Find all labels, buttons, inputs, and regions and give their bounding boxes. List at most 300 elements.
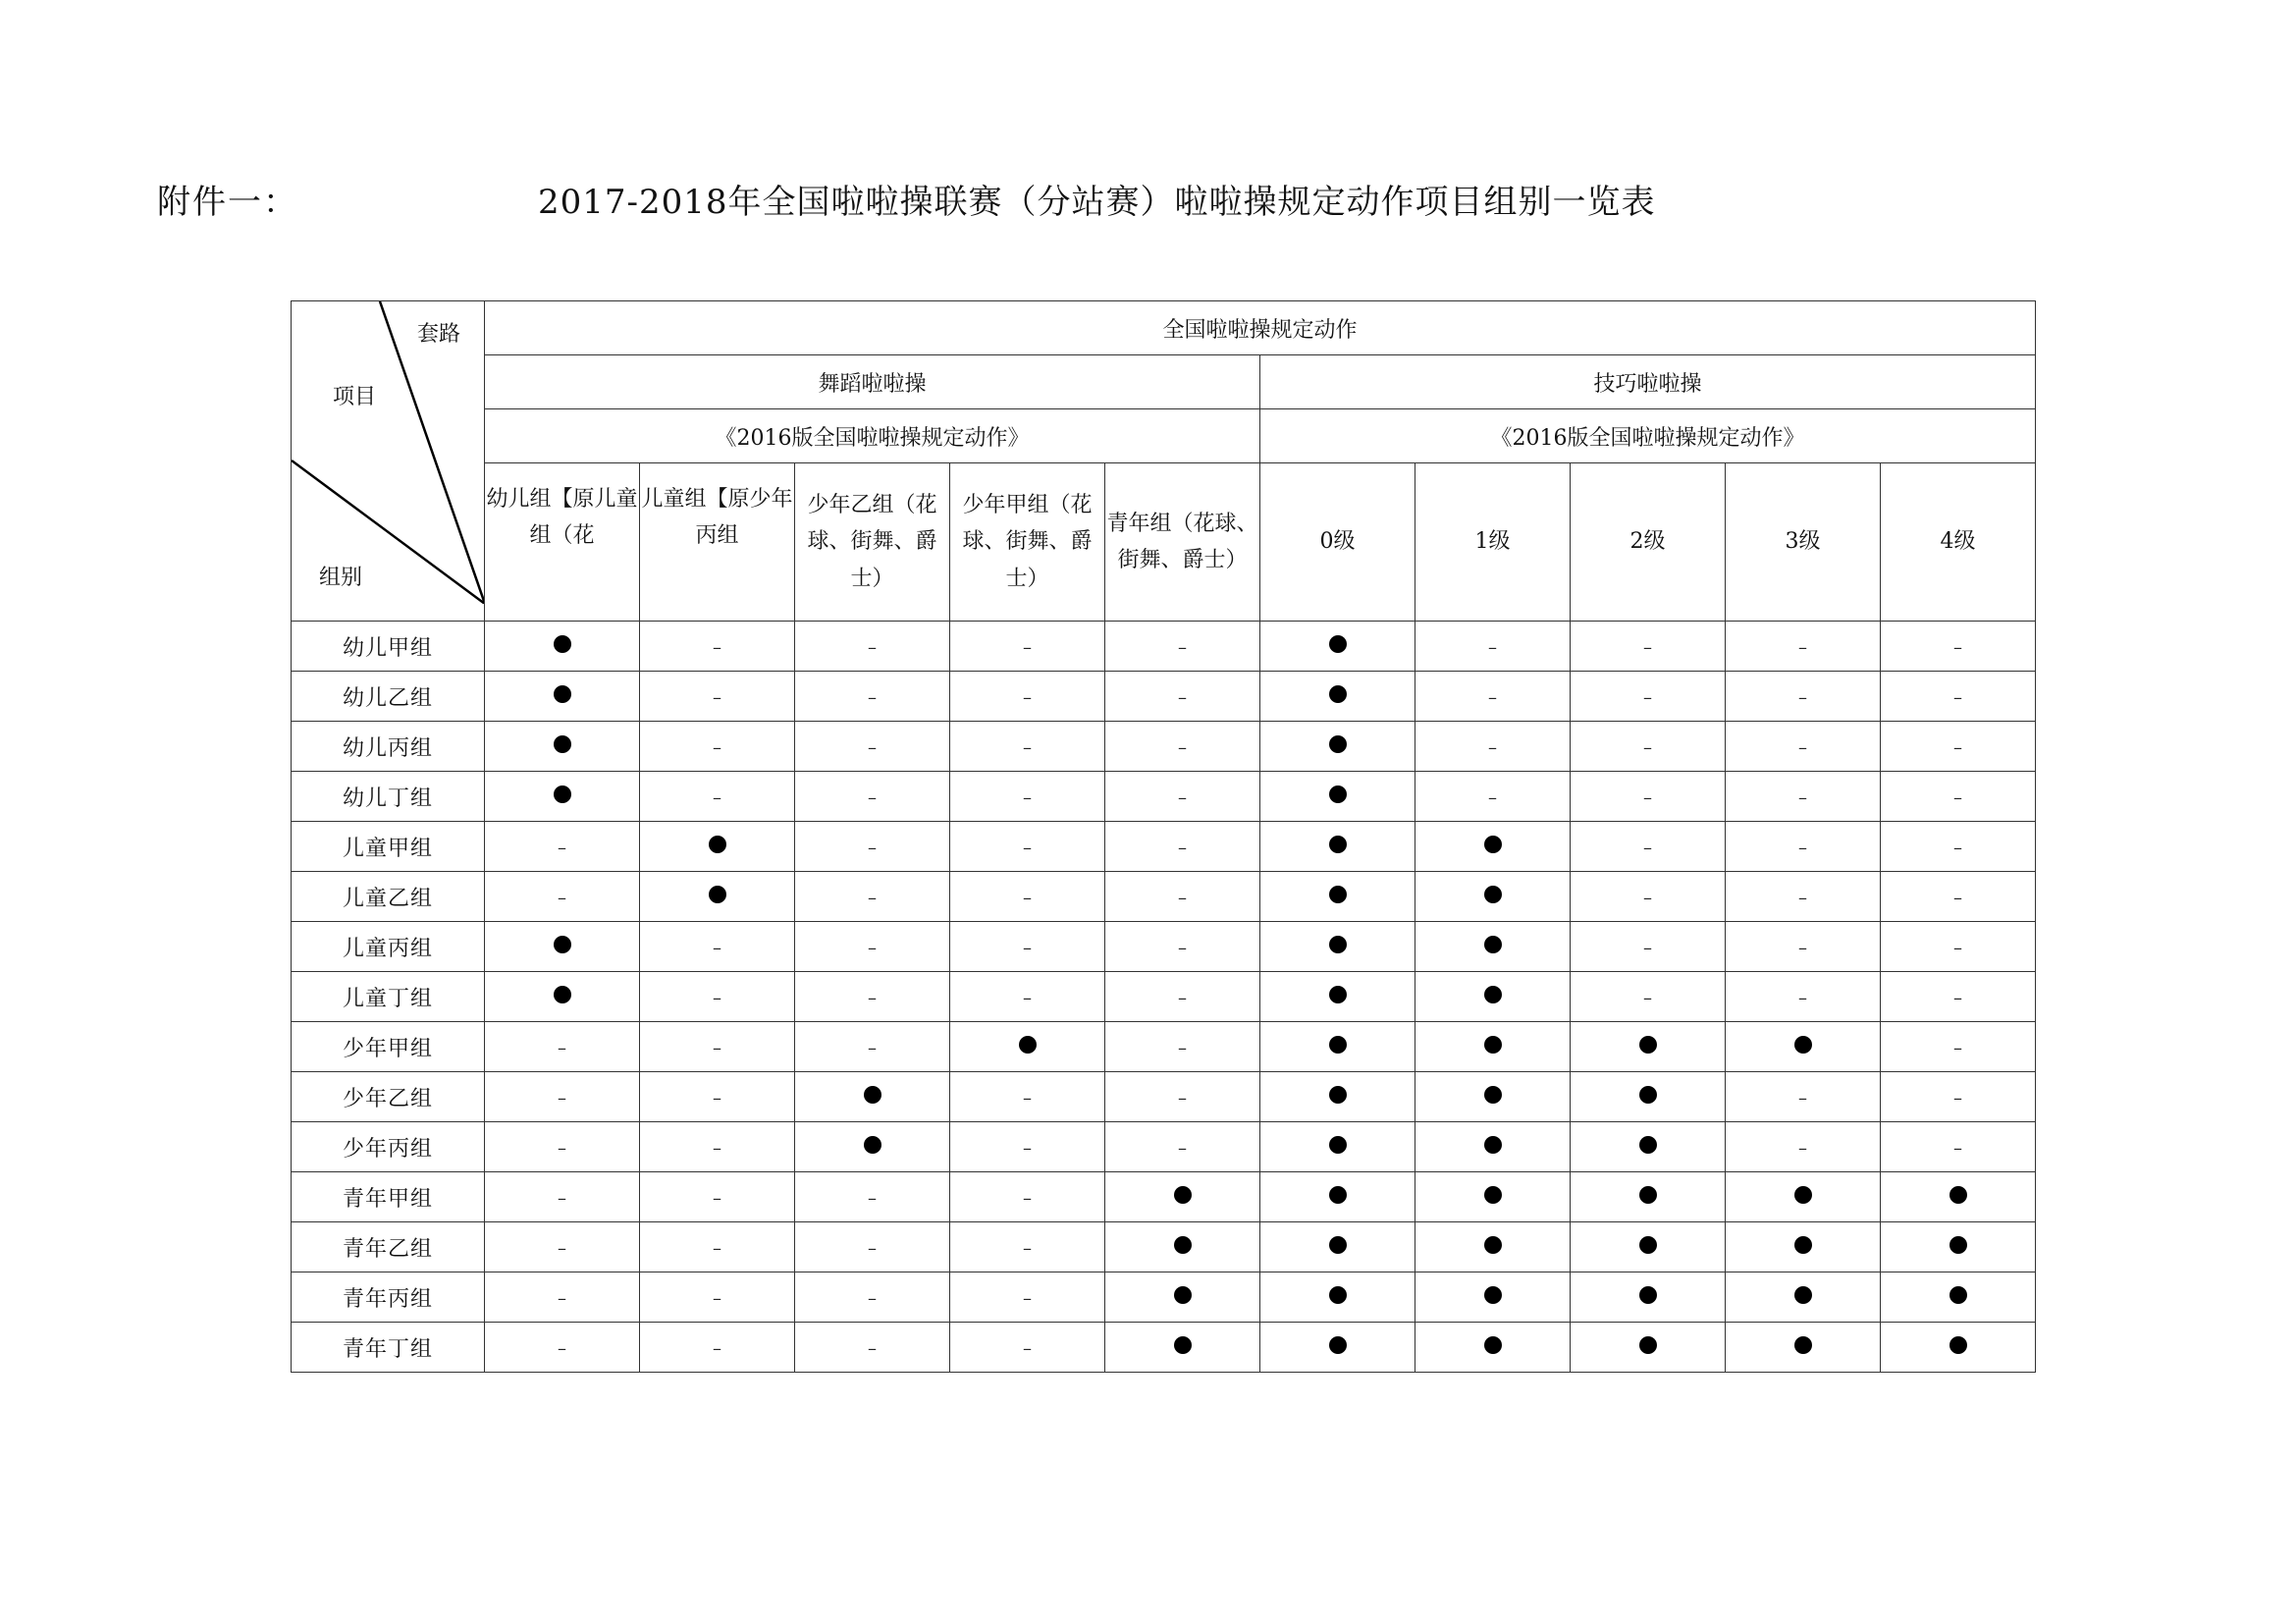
table-cell [950,1172,1105,1222]
not-applicable-dash: – [1953,736,1963,758]
not-applicable-dash: – [1953,1037,1963,1058]
not-applicable-dash: – [868,686,877,708]
table-cell [795,772,950,822]
table-cell [1881,822,2036,872]
table-cell [950,1222,1105,1272]
table-cell [640,1222,795,1272]
row-label: 儿童乙组 [292,872,485,922]
table-cell [1415,1122,1571,1172]
edition-header-stunt: 《2016版全国啦啦操规定动作》 [1260,409,2036,463]
table-cell [640,872,795,922]
table-cell [1260,1022,1415,1072]
table-cell [1260,1172,1415,1222]
table-cell [485,1222,640,1272]
included-dot-icon [1949,1336,1967,1354]
table-cell [1415,722,1571,772]
table-cell [485,1072,640,1122]
not-applicable-dash: – [1488,636,1497,658]
table-cell [1726,1272,1881,1323]
table-cell [485,872,640,922]
table-cell [1260,972,1415,1022]
included-dot-icon [554,785,571,803]
not-applicable-dash: – [1178,1137,1187,1159]
not-applicable-dash: – [1953,1137,1963,1159]
column-header-2: 儿童组【原少年丙组 [640,463,795,622]
included-dot-icon [554,936,571,953]
table-cell [1260,622,1415,672]
table-cell [640,1072,795,1122]
not-applicable-dash: – [1643,736,1652,758]
table-cell [1726,1323,1881,1373]
table-cell [1260,1222,1415,1272]
table-cell [1726,1022,1881,1072]
not-applicable-dash: – [868,1337,877,1359]
included-dot-icon [1639,1286,1657,1304]
table-cell [1881,1222,2036,1272]
table-cell [1105,1022,1260,1072]
category-table [291,300,2036,1373]
not-applicable-dash: – [558,837,566,858]
included-dot-icon [1329,1236,1347,1254]
included-dot-icon [1639,1086,1657,1104]
not-applicable-dash: – [1953,887,1963,908]
not-applicable-dash: – [1178,1037,1187,1058]
table-cell [950,922,1105,972]
table-cell [640,822,795,872]
table-cell [1726,1072,1881,1122]
column-header-8: 2级 [1571,463,1726,622]
included-dot-icon [1329,785,1347,803]
table-cell [1881,922,2036,972]
table-cell [795,672,950,722]
table-cell [485,1172,640,1222]
not-applicable-dash: – [868,1187,877,1209]
table-cell [1726,672,1881,722]
included-dot-icon [1794,1286,1812,1304]
row-label: 青年丁组 [292,1323,485,1373]
table-cell [1260,872,1415,922]
table-row [292,872,2036,922]
included-dot-icon [1794,1336,1812,1354]
table-cell [1881,972,2036,1022]
table-cell [1105,1122,1260,1172]
table-cell [950,1323,1105,1373]
table-cell [795,1022,950,1072]
table-cell [1726,1122,1881,1172]
included-dot-icon [864,1086,881,1104]
included-dot-icon [709,836,726,853]
included-dot-icon [1329,1036,1347,1054]
table-cell [795,922,950,972]
table-cell [485,822,640,872]
table-cell [485,622,640,672]
table-cell [485,1022,640,1072]
not-applicable-dash: – [713,736,721,758]
included-dot-icon [554,735,571,753]
table-cell [1881,772,2036,822]
table-cell [795,822,950,872]
table-cell [1726,722,1881,772]
table-row [292,772,2036,822]
not-applicable-dash: – [1023,1337,1032,1359]
not-applicable-dash: – [1178,736,1187,758]
not-applicable-dash: – [1953,636,1963,658]
table-cell [1881,1072,2036,1122]
table-cell [795,1172,950,1222]
not-applicable-dash: – [1643,937,1652,958]
included-dot-icon [1639,1186,1657,1204]
included-dot-icon [1639,1036,1657,1054]
not-applicable-dash: – [1488,686,1497,708]
included-dot-icon [1329,836,1347,853]
not-applicable-dash: – [1643,786,1652,808]
table-cell [640,1323,795,1373]
included-dot-icon [1949,1236,1967,1254]
table-cell [1415,1172,1571,1222]
table-cell [1105,722,1260,772]
row-label: 幼儿丙组 [292,722,485,772]
table-cell [1260,822,1415,872]
table-cell [1881,1323,2036,1373]
table-cell [1105,1222,1260,1272]
table-cell [1571,1072,1726,1122]
not-applicable-dash: – [868,887,877,908]
table-cell [1260,722,1415,772]
included-dot-icon [554,685,571,703]
not-applicable-dash: – [868,937,877,958]
included-dot-icon [709,886,726,903]
not-applicable-dash: – [1178,1087,1187,1109]
included-dot-icon [1019,1036,1037,1054]
not-applicable-dash: – [1023,1237,1032,1259]
not-applicable-dash: – [558,887,566,908]
not-applicable-dash: – [868,786,877,808]
table-row [292,822,2036,872]
table-cell [640,672,795,722]
included-dot-icon [1484,1236,1502,1254]
not-applicable-dash: – [1178,937,1187,958]
not-applicable-dash: – [1023,636,1032,658]
table-cell [1571,1222,1726,1272]
table-cell [1415,672,1571,722]
not-applicable-dash: – [1178,887,1187,908]
not-applicable-dash: – [713,987,721,1008]
not-applicable-dash: – [868,987,877,1008]
table-cell [1571,1272,1726,1323]
not-applicable-dash: – [558,1237,566,1259]
not-applicable-dash: – [1798,686,1807,708]
table-row [292,1222,2036,1272]
not-applicable-dash: – [1798,736,1807,758]
table-cell [795,1072,950,1122]
not-applicable-dash: – [713,1087,721,1109]
table-cell [950,622,1105,672]
included-dot-icon [1174,1186,1192,1204]
top-header: 全国啦啦操规定动作 [485,301,2036,355]
table-row [292,922,2036,972]
table-cell [485,1272,640,1323]
included-dot-icon [1794,1236,1812,1254]
table-cell [950,972,1105,1022]
included-dot-icon [1329,1086,1347,1104]
table-cell [1571,1323,1726,1373]
table-row [292,1072,2036,1122]
included-dot-icon [1329,1136,1347,1154]
table-cell [950,872,1105,922]
not-applicable-dash: – [1023,887,1032,908]
included-dot-icon [1484,1186,1502,1204]
included-dot-icon [554,986,571,1003]
table-cell [1105,622,1260,672]
not-applicable-dash: – [1023,686,1032,708]
included-dot-icon [864,1136,881,1154]
column-header-3: 少年乙组（花球、街舞、爵士） [795,463,950,622]
not-applicable-dash: – [558,1287,566,1309]
not-applicable-dash: – [1953,987,1963,1008]
column-header-1: 幼儿组【原儿童组（花 [485,463,640,622]
not-applicable-dash: – [713,937,721,958]
table-cell [1881,872,2036,922]
table-row [292,1122,2036,1172]
table-cell [640,772,795,822]
table-row [292,1272,2036,1323]
row-label: 少年丙组 [292,1122,485,1172]
table-row [292,1172,2036,1222]
table-cell [1415,1022,1571,1072]
table-cell [1260,1323,1415,1373]
table-row [292,672,2036,722]
table-cell [795,1122,950,1172]
table-cell [950,1022,1105,1072]
table-cell [1415,1323,1571,1373]
table-cell [795,722,950,772]
not-applicable-dash: – [1178,987,1187,1008]
table-cell [485,772,640,822]
row-label: 幼儿甲组 [292,622,485,672]
table-cell [640,722,795,772]
table-cell [485,922,640,972]
table-cell [1105,1072,1260,1122]
not-applicable-dash: – [1023,1137,1032,1159]
included-dot-icon [1484,1286,1502,1304]
not-applicable-dash: – [1488,786,1497,808]
table-cell [795,972,950,1022]
table-cell [1260,772,1415,822]
table-cell [1881,1272,2036,1323]
table-cell [1105,822,1260,872]
not-applicable-dash: – [1643,887,1652,908]
corner-event-label: 项目 [333,385,377,409]
included-dot-icon [1174,1336,1192,1354]
not-applicable-dash: – [1178,837,1187,858]
table-cell [950,1072,1105,1122]
table-cell [1571,922,1726,972]
table-cell [1881,1022,2036,1072]
not-applicable-dash: – [1798,1087,1807,1109]
not-applicable-dash: – [1643,987,1652,1008]
table-cell [1571,672,1726,722]
row-label: 少年乙组 [292,1072,485,1122]
table-cell [795,1272,950,1323]
table-cell [1726,922,1881,972]
row-label: 幼儿丁组 [292,772,485,822]
row-label: 儿童丁组 [292,972,485,1022]
row-label: 青年甲组 [292,1172,485,1222]
not-applicable-dash: – [1488,736,1497,758]
included-dot-icon [1329,886,1347,903]
table-cell [485,1122,640,1172]
table-cell [795,622,950,672]
included-dot-icon [1484,986,1502,1003]
table-cell [1415,772,1571,822]
included-dot-icon [1484,836,1502,853]
table-cell [640,1172,795,1222]
group-header-stunt: 技巧啦啦操 [1260,355,2036,409]
not-applicable-dash: – [558,1037,566,1058]
table-cell [1881,622,2036,672]
table-cell [1415,822,1571,872]
not-applicable-dash: – [1798,786,1807,808]
table-cell [1415,622,1571,672]
not-applicable-dash: – [1023,1287,1032,1309]
not-applicable-dash: – [1798,937,1807,958]
included-dot-icon [1329,685,1347,703]
table-cell [950,822,1105,872]
table-cell [1260,1072,1415,1122]
not-applicable-dash: – [1023,1187,1032,1209]
table-cell [1881,1122,2036,1172]
table-cell [640,1122,795,1172]
table-cell [1260,1272,1415,1323]
table-row [292,722,2036,772]
table-cell [1260,922,1415,972]
not-applicable-dash: – [1953,837,1963,858]
included-dot-icon [1329,986,1347,1003]
not-applicable-dash: – [1023,786,1032,808]
included-dot-icon [1174,1286,1192,1304]
table-row [292,1323,2036,1373]
table-cell [640,1272,795,1323]
row-label: 青年丙组 [292,1272,485,1323]
table-cell [1415,972,1571,1022]
not-applicable-dash: – [1178,686,1187,708]
table-cell [640,922,795,972]
not-applicable-dash: – [868,1037,877,1058]
table-cell [1105,1323,1260,1373]
included-dot-icon [1329,635,1347,653]
not-applicable-dash: – [1643,636,1652,658]
not-applicable-dash: – [1798,887,1807,908]
not-applicable-dash: – [558,1337,566,1359]
included-dot-icon [1794,1186,1812,1204]
row-label: 青年乙组 [292,1222,485,1272]
table-cell [1105,972,1260,1022]
table-cell [1881,1172,2036,1222]
included-dot-icon [1484,886,1502,903]
included-dot-icon [1949,1286,1967,1304]
row-label: 儿童丙组 [292,922,485,972]
not-applicable-dash: – [558,1187,566,1209]
table-cell [1881,672,2036,722]
table-row [292,622,2036,672]
included-dot-icon [1329,936,1347,953]
table-cell [1571,1122,1726,1172]
included-dot-icon [1639,1336,1657,1354]
column-header-4: 少年甲组（花球、街舞、爵士） [950,463,1105,622]
table-cell [1726,872,1881,922]
table-cell [1726,972,1881,1022]
table-cell [1571,1172,1726,1222]
table-cell [1571,972,1726,1022]
table-cell [1105,672,1260,722]
table-cell [1726,622,1881,672]
included-dot-icon [1329,1286,1347,1304]
not-applicable-dash: – [1178,636,1187,658]
corner-group-label: 组别 [319,566,363,590]
not-applicable-dash: – [713,1187,721,1209]
not-applicable-dash: – [1643,837,1652,858]
corner-routine-label: 套路 [417,322,461,347]
not-applicable-dash: – [713,1337,721,1359]
not-applicable-dash: – [1953,1087,1963,1109]
not-applicable-dash: – [1953,686,1963,708]
included-dot-icon [1794,1036,1812,1054]
not-applicable-dash: – [868,736,877,758]
included-dot-icon [1329,1186,1347,1204]
included-dot-icon [1484,1036,1502,1054]
not-applicable-dash: – [1023,736,1032,758]
corner-header [292,301,485,622]
included-dot-icon [1174,1236,1192,1254]
table-cell [950,772,1105,822]
table-cell [1260,672,1415,722]
not-applicable-dash: – [868,1287,877,1309]
table-cell [485,672,640,722]
row-label: 儿童甲组 [292,822,485,872]
table-cell [1105,1172,1260,1222]
table-cell [1415,1072,1571,1122]
group-header-dance: 舞蹈啦啦操 [485,355,1260,409]
table-cell [795,872,950,922]
not-applicable-dash: – [868,1237,877,1259]
column-header-5: 青年组（花球、街舞、爵士） [1105,463,1260,622]
included-dot-icon [1484,1136,1502,1154]
table-cell [640,1022,795,1072]
table-cell [640,972,795,1022]
row-label: 幼儿乙组 [292,672,485,722]
table-cell [485,972,640,1022]
not-applicable-dash: – [713,1237,721,1259]
table-cell [1726,822,1881,872]
table-cell [1571,722,1726,772]
document-title: 2017-2018年全国啦啦操联赛（分站赛）啦啦操规定动作项目组别一览表 [538,183,1656,222]
table-cell [950,1122,1105,1172]
not-applicable-dash: – [558,1087,566,1109]
table-cell [1105,772,1260,822]
not-applicable-dash: – [713,636,721,658]
table-row [292,1022,2036,1072]
not-applicable-dash: – [1643,686,1652,708]
table-cell [1415,1272,1571,1323]
table-cell [1881,722,2036,772]
included-dot-icon [1484,1336,1502,1354]
table-cell [1415,872,1571,922]
table-cell [950,1272,1105,1323]
not-applicable-dash: – [713,1037,721,1058]
table-cell [1726,1172,1881,1222]
not-applicable-dash: – [1798,837,1807,858]
not-applicable-dash: – [1798,636,1807,658]
